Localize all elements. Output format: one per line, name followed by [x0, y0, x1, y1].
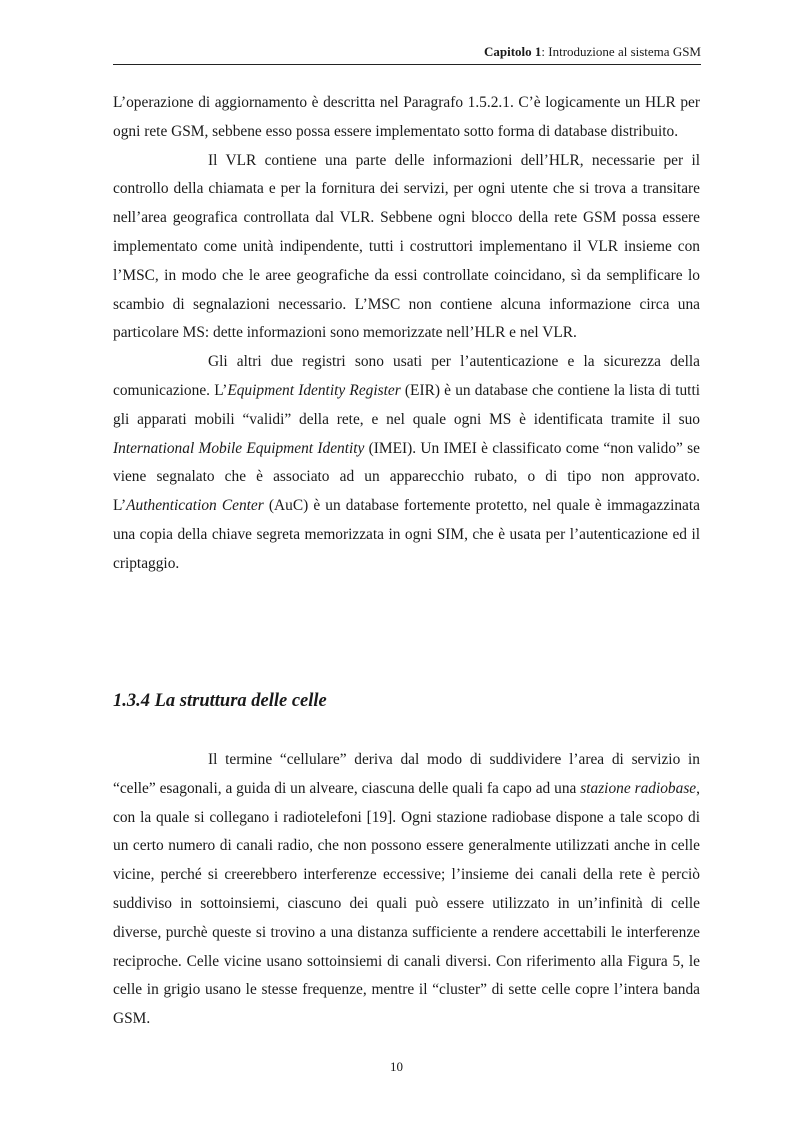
italic-term: International Mobile Equipment Identity: [113, 439, 365, 457]
running-header: [113, 43, 701, 61]
text-span: Il VLR contiene una parte delle informazioni dell’HLR, necessarie per il controllo della chiamata e per la fornitura dei servizi, per ogni utente che si trova a transitare nell’area geografica controllata dal VLR. Sebbene ogni blocco della rete GSM possa essere implementato come unità indipendente, tutti i costruttori implementano il VLR insieme con l’MSC, in modo che le aree geografiche da essi controllate coincidano, sì da semplificare lo scambio di segnalazioni necessario. L’MSC non contiene alcuna informazione circa una particolare MS: dette informazioni sono memorizzate nell’HLR e nel VLR.: [113, 151, 700, 342]
italic-term: Equipment Identity Register: [227, 381, 401, 399]
italic-term: Authentication Center: [126, 497, 264, 515]
section-heading: 1.3.4 La struttura delle celle: [113, 691, 327, 711]
text-span: L’operazione di aggiornamento è descritta nel Paragrafo 1.5.2.1. C’è logicamente un HLR per ogni rete GSM, sebbene esso possa essere implementato sotto forma di database distribuito.: [113, 94, 700, 140]
header-rule: [113, 64, 701, 65]
text-span: (EIR) è un database che contiene la lista di tutti gli apparati mobili “validi” della rete, e nel quale ogni MS è identificata tramite il suo: [113, 381, 701, 428]
body-text-block: [113, 89, 700, 579]
chapter-label: Capitolo 1: [483, 44, 542, 59]
paragraph-hlr: [113, 89, 700, 147]
italic-term: stazione radiobase: [580, 779, 697, 797]
text-span: (AuC) è un database fortemente protetto, nel quale è immagazzinata una copia della chiave segreta memorizzata in ogni SIM, che è usata per l’autenticazione ed il criptaggio.: [113, 497, 700, 572]
chapter-title: : Introduzione al sistema GSM: [541, 44, 701, 59]
section-body: [113, 746, 700, 1034]
paragraph-registers: [113, 348, 700, 578]
page-number: 10: [390, 1059, 403, 1074]
paragraph-vlr: [113, 147, 700, 349]
text-span: Il termine “cellulare” deriva dal modo di suddividere l’area di servizio in “celle” esagonali, a guida di un alveare, ciascuna delle quali fa capo ad una: [113, 751, 700, 797]
text-span: (IMEI). Un IMEI è classificato come “non valido” se viene segnalato che è associato ad un apparecchio rubato, o di tipo non approvato. L’: [113, 439, 700, 515]
paragraph-cells: [113, 746, 700, 1034]
text-span: , con la quale si collegano i radiotelefoni [19]. Ogni stazione radiobase dispone a tale scopo di un certo numero di canali radio, che non possono essere generalmente utilizzati anche in celle vicine, perché si creerebbero interferenze eccessive; l’insieme dei canali della rete è perciò suddiviso in sottoinsiemi, ciascuno dei quali può essere utilizzato in un’infinità di celle diverse, purchè queste si trovino a una distanza sufficiente a rendere accettabili le interferenze reciproche. Celle vicine usano sottoinsiemi di canali diversi. Con riferimento alla Figura 5, le celle in grigio usano le stesse frequenze, mentre il “cluster” di sette celle copre l’intera banda GSM.: [113, 779, 700, 1028]
text-span: Gli altri due registri sono usati per l’autenticazione e la sicurezza della comunicazione. L’: [113, 353, 700, 399]
